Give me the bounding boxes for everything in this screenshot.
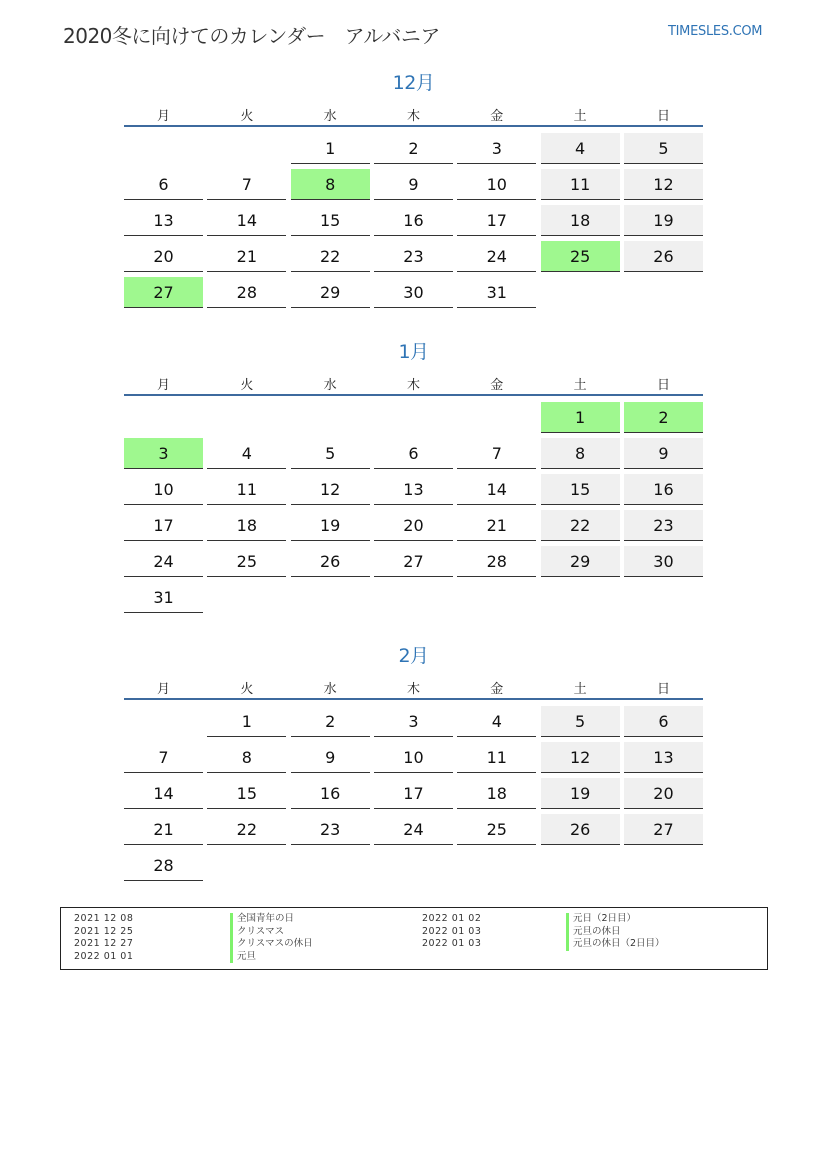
empty-cell: [291, 850, 370, 881]
day-cell: 28: [124, 850, 203, 881]
holiday-day-cell: 27: [124, 277, 203, 308]
legend-holiday-name: 元旦の休日（2日目）: [566, 938, 665, 951]
week-row: [124, 131, 703, 167]
weekday-label: 金: [490, 378, 504, 393]
day-cell: 20: [374, 510, 453, 541]
day-cell: 10: [374, 742, 453, 773]
day-cell: 3: [457, 133, 536, 164]
weekday-label: 土: [573, 378, 587, 393]
empty-cell: [457, 402, 536, 433]
empty-cell: [374, 850, 453, 881]
day-cell: 31: [457, 277, 536, 308]
weekday-label: 土: [573, 682, 587, 697]
day-cell: 12: [624, 169, 703, 200]
holiday-day-cell: 3: [124, 438, 203, 469]
day-cell: 1: [291, 133, 370, 164]
legend-holiday-name: 全国青年の日: [230, 913, 313, 926]
week-row: [124, 544, 703, 580]
weekday-label: 日: [656, 109, 670, 124]
day-cell: 6: [374, 438, 453, 469]
day-cell: 17: [124, 510, 203, 541]
day-cell: 3: [374, 706, 453, 737]
legend-holiday-name: クリスマスの休日: [230, 938, 313, 951]
brand-link[interactable]: TIMESLES.COM: [668, 24, 763, 39]
day-cell: 21: [207, 241, 286, 272]
holiday-legend: [60, 907, 768, 970]
day-cell: 15: [291, 205, 370, 236]
legend-right-names: [566, 913, 665, 951]
empty-cell: [541, 582, 620, 613]
day-cell: 30: [624, 546, 703, 577]
legend-date: 2021 12 25: [74, 925, 134, 937]
day-cell: 17: [457, 205, 536, 236]
day-cell: 10: [124, 474, 203, 505]
day-cell: 16: [374, 205, 453, 236]
weekday-label: 日: [656, 378, 670, 393]
day-cell: 2: [374, 133, 453, 164]
empty-cell: [374, 582, 453, 613]
holiday-day-cell: 8: [291, 169, 370, 200]
week-row: [124, 812, 703, 848]
legend-date: 2021 12 08: [74, 913, 134, 924]
day-cell: 23: [374, 241, 453, 272]
day-cell: 28: [207, 277, 286, 308]
day-cell: 9: [624, 438, 703, 469]
day-cell: 11: [207, 474, 286, 505]
day-cell: 26: [541, 814, 620, 845]
weekday-label: 火: [240, 682, 254, 697]
day-cell: 9: [374, 169, 453, 200]
empty-cell: [374, 402, 453, 433]
weekday-label: 火: [240, 109, 254, 124]
day-cell: 20: [124, 241, 203, 272]
day-cell: 11: [541, 169, 620, 200]
empty-cell: [541, 850, 620, 881]
day-cell: 12: [541, 742, 620, 773]
day-cell: 23: [624, 510, 703, 541]
day-cell: 29: [541, 546, 620, 577]
week-row: [124, 704, 703, 740]
weekday-label: 水: [323, 109, 337, 124]
weekday-label: 火: [240, 378, 254, 393]
weekday-label: 水: [323, 378, 337, 393]
weekday-label: 木: [406, 682, 420, 697]
day-cell: 21: [457, 510, 536, 541]
day-cell: 23: [291, 814, 370, 845]
day-cell: 18: [541, 205, 620, 236]
day-cell: 25: [207, 546, 286, 577]
day-cell: 14: [457, 474, 536, 505]
week-row: [124, 239, 703, 275]
week-row: [124, 740, 703, 776]
legend-left-names: [230, 913, 313, 963]
day-cell: 5: [291, 438, 370, 469]
day-cell: 13: [374, 474, 453, 505]
legend-holiday-name: 元旦の休日: [566, 926, 665, 939]
legend-date: 2022 01 03: [422, 925, 482, 937]
day-cell: 22: [207, 814, 286, 845]
weekday-label: 日: [656, 682, 670, 697]
empty-cell: [124, 706, 203, 737]
holiday-day-cell: 25: [541, 241, 620, 272]
day-cell: 7: [124, 742, 203, 773]
month-january: [124, 339, 703, 616]
day-cell: 28: [457, 546, 536, 577]
day-cell: 6: [624, 706, 703, 737]
holiday-day-cell: 2: [624, 402, 703, 433]
day-cell: 14: [124, 778, 203, 809]
page-title: 2020冬に向けてのカレンダー アルバニア: [63, 24, 440, 48]
month-grid: [124, 131, 703, 311]
day-cell: 22: [541, 510, 620, 541]
day-cell: 10: [457, 169, 536, 200]
day-cell: 20: [624, 778, 703, 809]
week-row: [124, 472, 703, 508]
weekday-label: 月: [156, 682, 170, 697]
empty-cell: [624, 582, 703, 613]
day-cell: 19: [291, 510, 370, 541]
day-cell: 29: [291, 277, 370, 308]
week-row: [124, 167, 703, 203]
empty-cell: [207, 402, 286, 433]
day-cell: 17: [374, 778, 453, 809]
weekday-header: [124, 374, 703, 396]
day-cell: 26: [291, 546, 370, 577]
weekday-header: [124, 105, 703, 127]
day-cell: 26: [624, 241, 703, 272]
day-cell: 4: [457, 706, 536, 737]
day-cell: 18: [207, 510, 286, 541]
day-cell: 27: [374, 546, 453, 577]
day-cell: 9: [291, 742, 370, 773]
empty-cell: [624, 277, 703, 308]
weekday-label: 金: [490, 109, 504, 124]
day-cell: 4: [541, 133, 620, 164]
weekday-label: 水: [323, 682, 337, 697]
day-cell: 24: [457, 241, 536, 272]
weekday-header: [124, 678, 703, 700]
day-cell: 13: [124, 205, 203, 236]
day-cell: 7: [457, 438, 536, 469]
day-cell: 8: [541, 438, 620, 469]
empty-cell: [291, 402, 370, 433]
day-cell: 16: [291, 778, 370, 809]
legend-holiday-name: 元旦: [230, 951, 313, 964]
day-cell: 1: [207, 706, 286, 737]
day-cell: 8: [207, 742, 286, 773]
day-cell: 24: [124, 546, 203, 577]
empty-cell: [124, 133, 203, 164]
empty-cell: [207, 133, 286, 164]
weekday-label: 土: [573, 109, 587, 124]
day-cell: 30: [374, 277, 453, 308]
day-cell: 21: [124, 814, 203, 845]
day-cell: 16: [624, 474, 703, 505]
day-cell: 27: [624, 814, 703, 845]
week-row: [124, 275, 703, 311]
day-cell: 7: [207, 169, 286, 200]
legend-date: 2022 01 01: [74, 950, 134, 962]
month-december: [124, 70, 703, 311]
week-row: [124, 508, 703, 544]
legend-left-dates: [74, 913, 133, 963]
day-cell: 15: [207, 778, 286, 809]
empty-cell: [124, 402, 203, 433]
day-cell: 5: [624, 133, 703, 164]
week-row: [124, 776, 703, 812]
day-cell: 15: [541, 474, 620, 505]
month-grid: [124, 400, 703, 616]
week-row: [124, 580, 703, 616]
day-cell: 14: [207, 205, 286, 236]
empty-cell: [291, 582, 370, 613]
week-row: [124, 848, 703, 884]
weekday-label: 木: [406, 109, 420, 124]
empty-cell: [624, 850, 703, 881]
day-cell: 12: [291, 474, 370, 505]
day-cell: 5: [541, 706, 620, 737]
day-cell: 6: [124, 169, 203, 200]
legend-date: 2022 01 02: [422, 913, 482, 924]
day-cell: 4: [207, 438, 286, 469]
day-cell: 22: [291, 241, 370, 272]
legend-holiday-name: 元日（2日目）: [566, 913, 665, 926]
day-cell: 19: [541, 778, 620, 809]
day-cell: 31: [124, 582, 203, 613]
day-cell: 18: [457, 778, 536, 809]
empty-cell: [207, 850, 286, 881]
month-title: 12月: [392, 72, 435, 94]
week-row: [124, 400, 703, 436]
empty-cell: [541, 277, 620, 308]
legend-date: 2021 12 27: [74, 938, 134, 949]
day-cell: 2: [291, 706, 370, 737]
holiday-day-cell: 1: [541, 402, 620, 433]
empty-cell: [207, 582, 286, 613]
empty-cell: [457, 850, 536, 881]
day-cell: 11: [457, 742, 536, 773]
day-cell: 19: [624, 205, 703, 236]
weekday-label: 金: [490, 682, 504, 697]
day-cell: 24: [374, 814, 453, 845]
weekday-label: 木: [406, 378, 420, 393]
month-february: [124, 643, 703, 884]
day-cell: 25: [457, 814, 536, 845]
legend-date: 2022 01 03: [422, 938, 482, 949]
weekday-label: 月: [156, 109, 170, 124]
week-row: [124, 203, 703, 239]
month-title: 1月: [398, 341, 429, 363]
legend-right-dates: [422, 913, 481, 951]
empty-cell: [457, 582, 536, 613]
weekday-label: 月: [156, 378, 170, 393]
month-grid: [124, 704, 703, 884]
day-cell: 13: [624, 742, 703, 773]
week-row: [124, 436, 703, 472]
month-title: 2月: [398, 645, 429, 667]
legend-holiday-name: クリスマス: [230, 926, 313, 939]
